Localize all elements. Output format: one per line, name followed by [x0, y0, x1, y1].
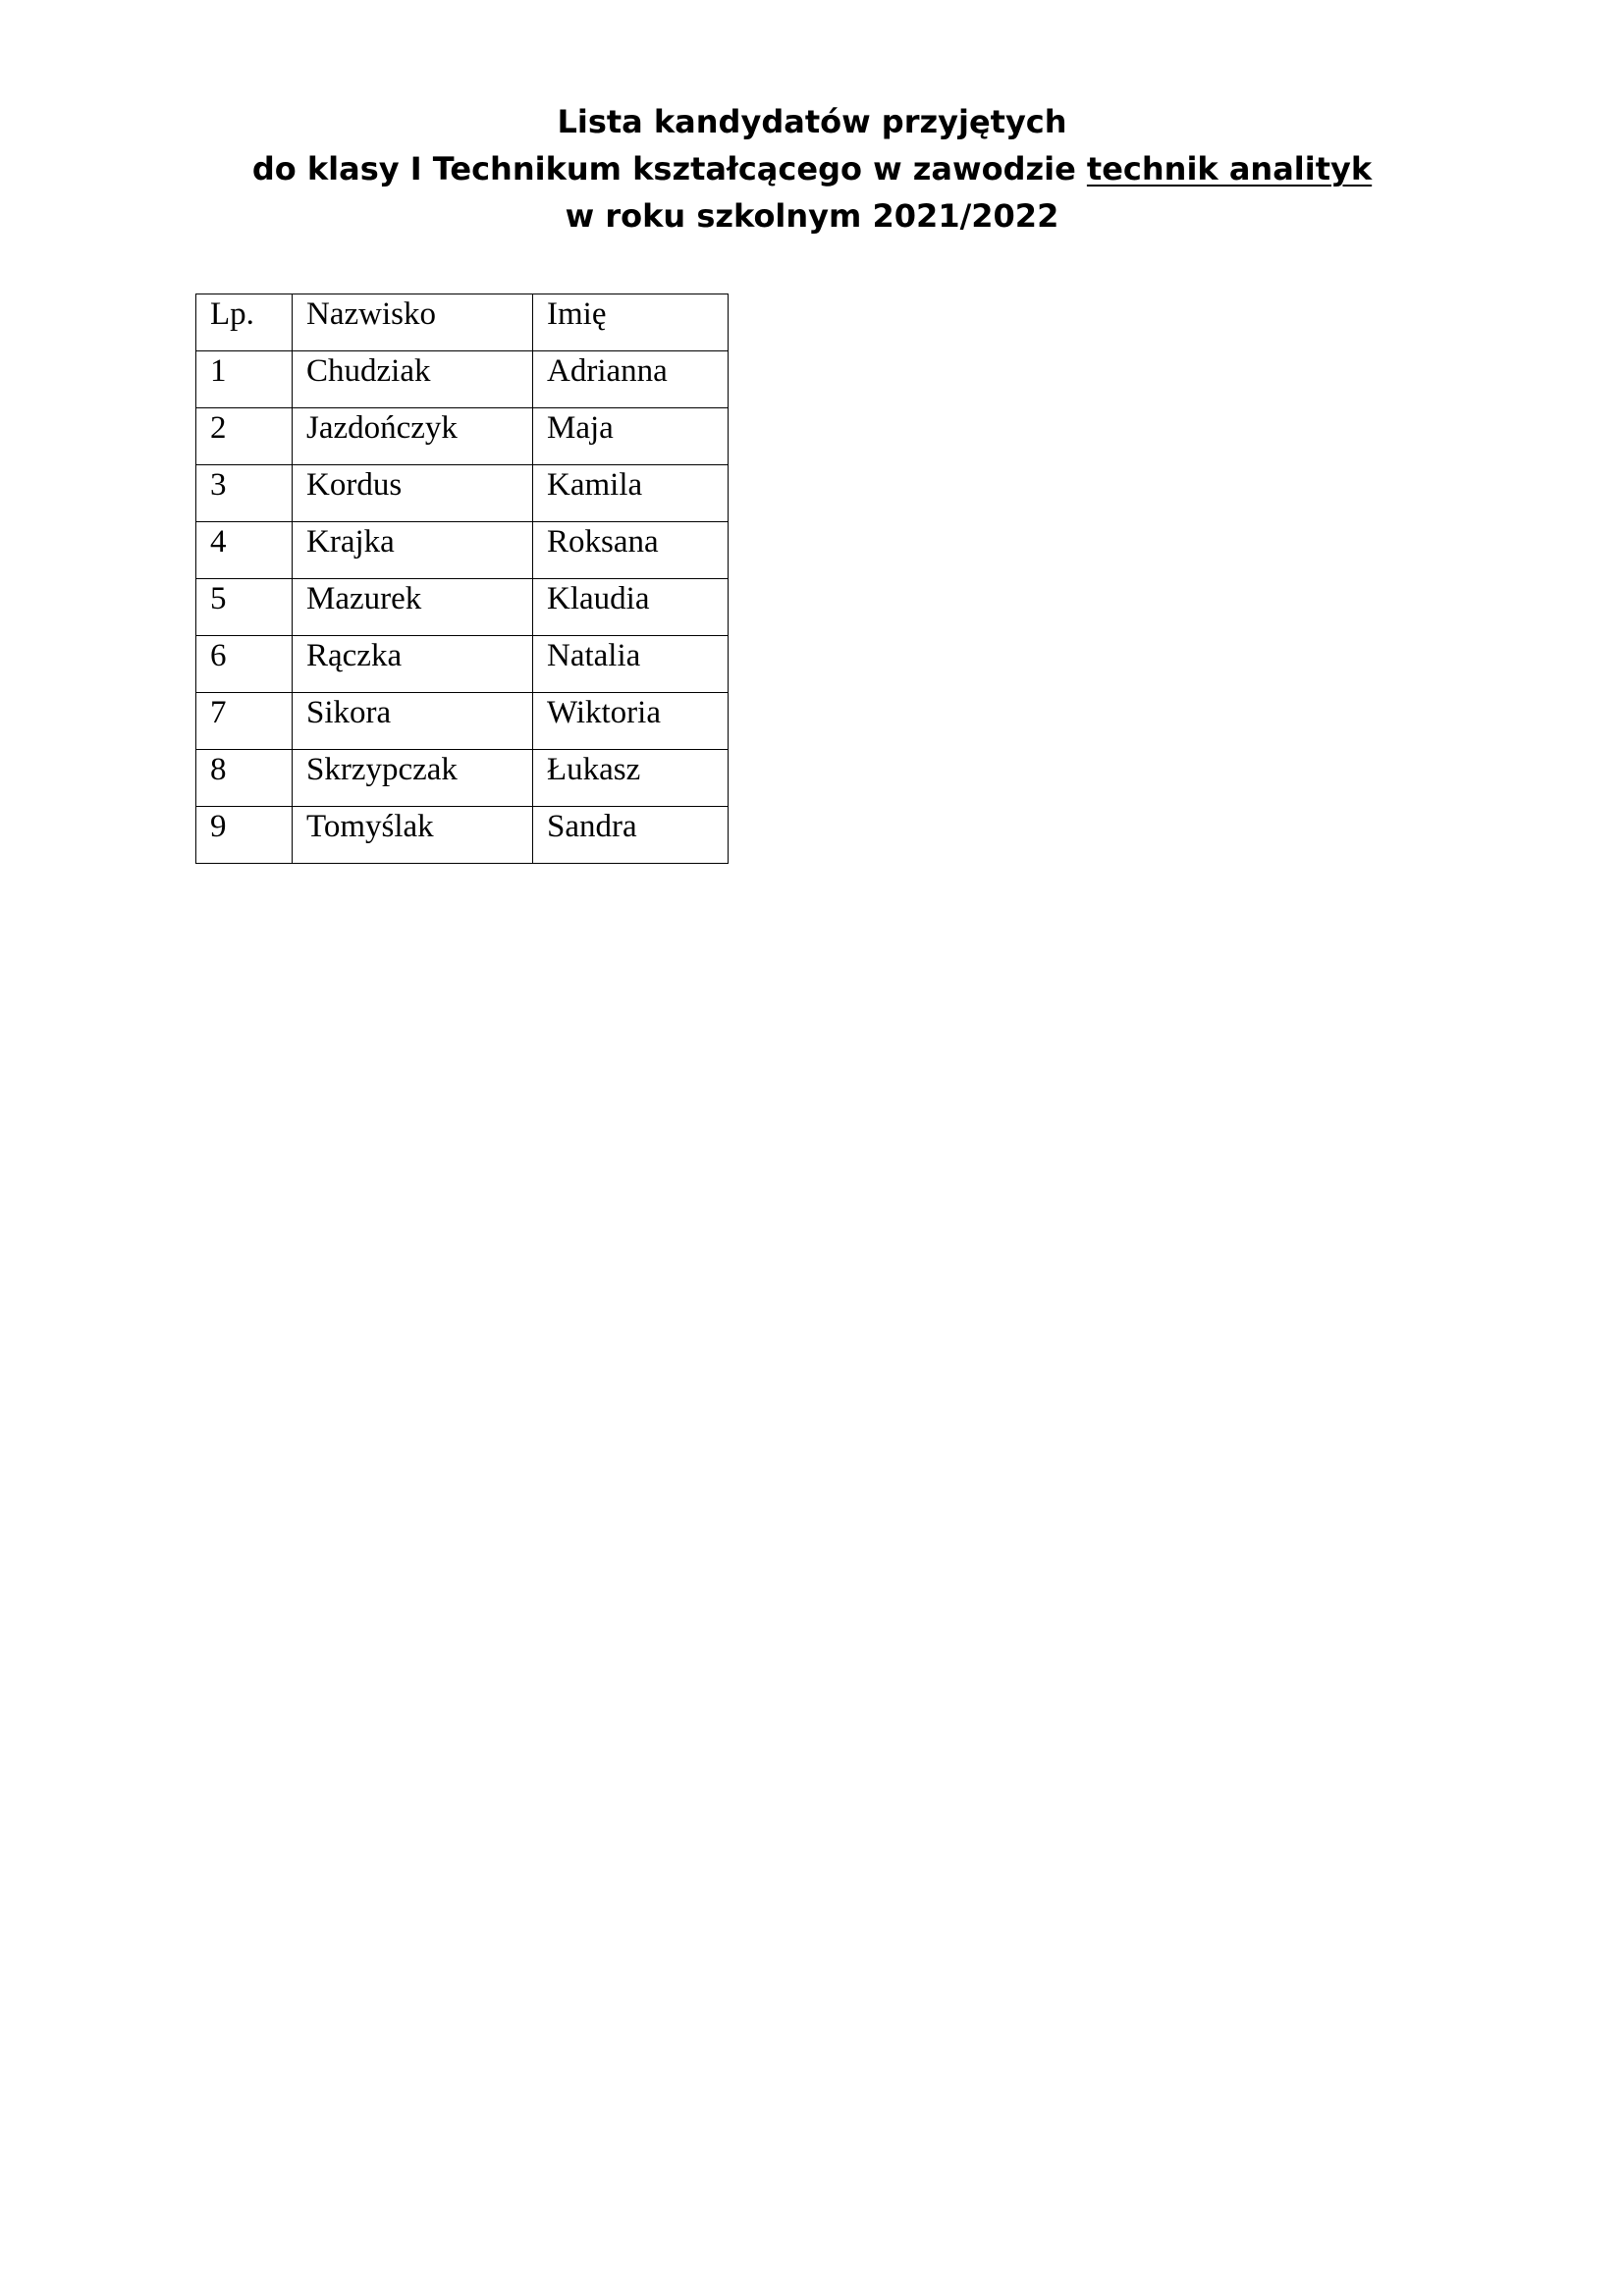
table-header-row — [196, 294, 729, 351]
column-header-surname: Nazwisko — [293, 294, 533, 351]
cell-surname: Mazurek — [293, 579, 533, 636]
cell-surname: Sikora — [293, 693, 533, 750]
cell-lp: 6 — [196, 636, 293, 693]
cell-first-name: Łukasz — [533, 750, 729, 807]
cell-first-name: Roksana — [533, 522, 729, 579]
table-row — [196, 636, 729, 693]
title-line-1: Lista kandydatów przyjętych — [557, 103, 1067, 140]
cell-surname: Krajka — [293, 522, 533, 579]
cell-lp: 4 — [196, 522, 293, 579]
document-title — [0, 98, 1624, 240]
cell-lp: 8 — [196, 750, 293, 807]
cell-lp: 3 — [196, 465, 293, 522]
table-row — [196, 465, 729, 522]
cell-first-name: Natalia — [533, 636, 729, 693]
cell-first-name: Wiktoria — [533, 693, 729, 750]
table-row — [196, 579, 729, 636]
cell-first-name: Kamila — [533, 465, 729, 522]
cell-surname: Rączka — [293, 636, 533, 693]
candidates-table — [195, 294, 729, 864]
column-header-lp: Lp. — [196, 294, 293, 351]
cell-surname: Tomyślak — [293, 807, 533, 864]
cell-surname: Kordus — [293, 465, 533, 522]
table-row — [196, 750, 729, 807]
profession-name: technik analityk — [1086, 150, 1373, 187]
cell-first-name: Adrianna — [533, 351, 729, 408]
title-line-3: w roku szkolnym 2021/2022 — [565, 197, 1059, 235]
table-row — [196, 408, 729, 465]
cell-surname: Skrzypczak — [293, 750, 533, 807]
cell-lp: 1 — [196, 351, 293, 408]
cell-first-name: Maja — [533, 408, 729, 465]
table-row — [196, 693, 729, 750]
cell-first-name: Sandra — [533, 807, 729, 864]
table-row — [196, 522, 729, 579]
cell-first-name: Klaudia — [533, 579, 729, 636]
cell-surname: Chudziak — [293, 351, 533, 408]
cell-lp: 2 — [196, 408, 293, 465]
column-header-first-name: Imię — [533, 294, 729, 351]
table-row — [196, 351, 729, 408]
title-line-2 — [0, 145, 1624, 192]
title-line-2-text: do klasy I Technikum kształcącego w zawodzie — [251, 150, 1087, 187]
cell-lp: 7 — [196, 693, 293, 750]
cell-lp: 9 — [196, 807, 293, 864]
cell-lp: 5 — [196, 579, 293, 636]
table-row — [196, 807, 729, 864]
cell-surname: Jazdończyk — [293, 408, 533, 465]
